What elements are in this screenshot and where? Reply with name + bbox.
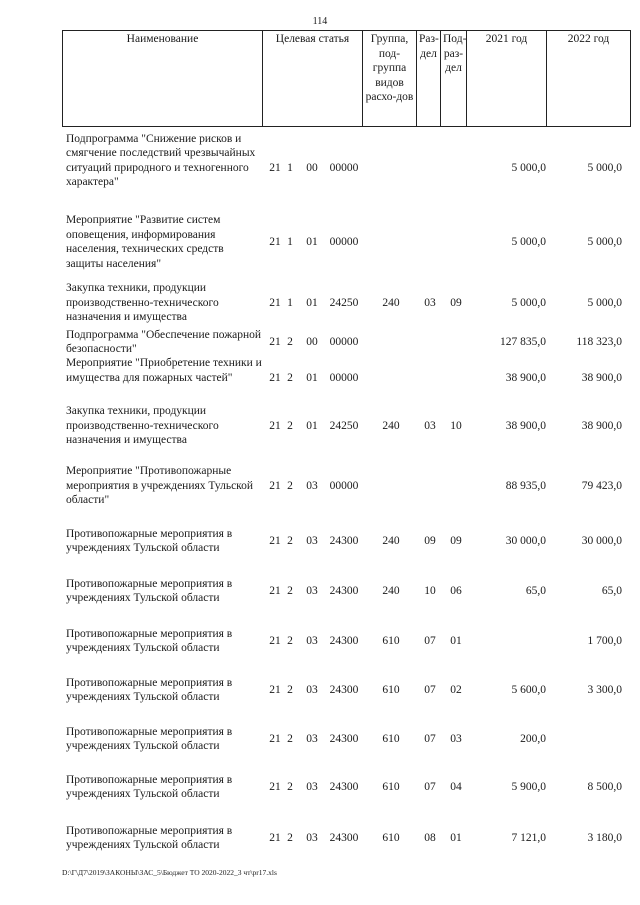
cell-grp (368, 356, 414, 400)
cell-y2022: 8 500,0 (587, 780, 622, 793)
cell-b: 2 (287, 634, 293, 647)
cell-podr: 09 (450, 534, 462, 547)
cell-a: 21 (269, 296, 281, 309)
cell-c: 01 (306, 371, 318, 384)
cell-b: 2 (287, 479, 293, 492)
cell-y2021: 38 900,0 (505, 419, 546, 432)
cell-y2022: 30 000,0 (581, 534, 622, 547)
header-2021: 2021 год (467, 31, 547, 127)
cell-c: 03 (306, 479, 318, 492)
cell-y2021: 200,0 (520, 732, 546, 745)
cell-y2021: 7 121,0 (511, 831, 546, 844)
cell-b: 2 (287, 732, 293, 745)
table-row (0, 356, 640, 400)
cell-d: 24250 (329, 296, 359, 309)
cell-razd: 07 (424, 683, 436, 696)
cell-name: Подпрограмма "Снижение рисков и смягчение последствий чрезвычайных ситуаций природного и техногенного характера" (66, 132, 256, 189)
cell-razd: 03 (424, 419, 436, 432)
cell-name: Подпрограмма "Обеспечение пожарной безопасности" (66, 328, 262, 355)
cell-b: 2 (287, 831, 293, 844)
cell-b: 2 (287, 371, 293, 384)
header-target: Целевая статья (263, 31, 363, 127)
cell-podr (444, 328, 468, 356)
cell-y2021: 88 935,0 (505, 479, 546, 492)
cell-a: 21 (269, 584, 281, 597)
cell-razd (418, 356, 442, 400)
cell-name: Мероприятие "Противопожарные мероприятия в учреждениях Тульской области" (66, 465, 254, 507)
cell-d: 24300 (329, 584, 359, 597)
cell-a: 21 (269, 479, 281, 492)
cell-d: 00000 (329, 371, 359, 384)
table-row (0, 130, 640, 206)
cell-name: Противопожарные мероприятия в учреждениях Тульской области (66, 527, 233, 554)
cell-y2022: 118 323,0 (576, 335, 622, 348)
cell-podr: 02 (450, 683, 462, 696)
cell-name: Противопожарные мероприятия в учреждениях Тульской области (66, 725, 233, 752)
cell-grp: 610 (382, 780, 400, 793)
cell-grp (368, 211, 414, 273)
cell-y2022: 5 000,0 (587, 296, 622, 309)
cell-grp: 240 (382, 296, 400, 309)
file-path-footer: D:\Г\Д7\2019\ЗАКОНЫ\ЗАС_5\Бюджет ТО 2020-2022_3 чт\pr17.xls (62, 868, 277, 877)
cell-b: 1 (287, 296, 293, 309)
cell-a: 21 (269, 419, 281, 432)
cell-y2022: 3 180,0 (587, 831, 622, 844)
cell-podr: 04 (450, 780, 462, 793)
cell-razd: 09 (424, 534, 436, 547)
cell-d: 00000 (329, 161, 359, 174)
cell-b: 2 (287, 335, 293, 348)
cell-podr: 09 (450, 296, 462, 309)
cell-name: Противопожарные мероприятия в учреждениях Тульской области (66, 773, 233, 800)
cell-a: 21 (269, 831, 281, 844)
table-row (0, 623, 640, 659)
header-subsection: Под-раз-дел (441, 31, 467, 127)
cell-a: 21 (269, 780, 281, 793)
cell-podr: 03 (450, 732, 462, 745)
cell-c: 03 (306, 780, 318, 793)
cell-a: 21 (269, 335, 281, 348)
cell-c: 01 (306, 419, 318, 432)
cell-podr: 01 (450, 831, 462, 844)
cell-b: 2 (287, 419, 293, 432)
cell-d: 00000 (329, 479, 359, 492)
cell-grp (368, 130, 414, 206)
cell-y2022: 38 900,0 (581, 419, 622, 432)
cell-c: 01 (306, 235, 318, 248)
cell-a: 21 (269, 161, 281, 174)
cell-y2021: 5 600,0 (511, 683, 546, 696)
cell-y2022 (550, 721, 622, 757)
table-header (62, 30, 631, 127)
cell-b: 1 (287, 161, 293, 174)
cell-grp: 610 (382, 732, 400, 745)
cell-name: Мероприятие "Приобретение техники и имущества для пожарных частей" (66, 357, 262, 384)
cell-a: 21 (269, 534, 281, 547)
cell-d: 24300 (329, 534, 359, 547)
cell-b: 2 (287, 683, 293, 696)
table-row (0, 211, 640, 273)
cell-a: 21 (269, 235, 281, 248)
cell-b: 2 (287, 584, 293, 597)
cell-c: 03 (306, 584, 318, 597)
cell-c: 03 (306, 683, 318, 696)
cell-c: 03 (306, 732, 318, 745)
table-row (0, 404, 640, 448)
cell-a: 21 (269, 683, 281, 696)
cell-d: 24250 (329, 419, 359, 432)
header-name: Наименование (63, 31, 263, 127)
table-row (0, 573, 640, 609)
cell-c: 00 (306, 161, 318, 174)
cell-y2022: 79 423,0 (581, 479, 622, 492)
table-row (0, 461, 640, 511)
cell-grp: 610 (382, 683, 400, 696)
table-row (0, 523, 640, 559)
cell-d: 24300 (329, 831, 359, 844)
table-row (0, 721, 640, 757)
cell-razd: 07 (424, 634, 436, 647)
cell-razd: 07 (424, 732, 436, 745)
cell-y2021: 5 000,0 (511, 296, 546, 309)
cell-y2021: 127 835,0 (500, 335, 546, 348)
cell-d: 00000 (329, 335, 359, 348)
table-row (0, 769, 640, 805)
cell-a: 21 (269, 371, 281, 384)
table-row (0, 820, 640, 856)
cell-d: 00000 (329, 235, 359, 248)
cell-y2022: 5 000,0 (587, 161, 622, 174)
cell-grp (368, 461, 414, 511)
cell-c: 03 (306, 831, 318, 844)
cell-name: Противопожарные мероприятия в учреждениях Тульской области (66, 577, 233, 604)
cell-y2022: 1 700,0 (587, 634, 622, 647)
header-2022: 2022 год (547, 31, 631, 127)
cell-name: Противопожарные мероприятия в учреждениях Тульской области (66, 824, 233, 851)
cell-y2022: 65,0 (601, 584, 622, 597)
cell-y2021: 30 000,0 (505, 534, 546, 547)
cell-d: 24300 (329, 732, 359, 745)
cell-razd: 10 (424, 584, 436, 597)
cell-c: 03 (306, 634, 318, 647)
cell-b: 2 (287, 780, 293, 793)
cell-grp (368, 328, 414, 356)
cell-y2021: 38 900,0 (505, 371, 546, 384)
page-number: 114 (312, 16, 328, 27)
cell-razd (418, 328, 442, 356)
cell-name: Мероприятие "Развитие систем оповещения, информирования населения, технических средств защиты населения" (66, 214, 224, 270)
cell-razd (418, 461, 442, 511)
cell-name: Противопожарные мероприятия в учреждениях Тульской области (66, 627, 233, 654)
cell-podr (444, 356, 468, 400)
cell-podr (444, 461, 468, 511)
cell-y2021: 5 000,0 (511, 235, 546, 248)
cell-a: 21 (269, 732, 281, 745)
table-row (0, 281, 640, 325)
cell-b: 2 (287, 534, 293, 547)
cell-d: 24300 (329, 780, 359, 793)
cell-podr: 10 (450, 419, 462, 432)
cell-y2022: 38 900,0 (581, 371, 622, 384)
cell-podr: 06 (450, 584, 462, 597)
cell-grp: 610 (382, 831, 400, 844)
cell-razd (418, 211, 442, 273)
header-section: Раз-дел (417, 31, 441, 127)
cell-grp: 240 (382, 534, 400, 547)
cell-y2022: 3 300,0 (587, 683, 622, 696)
cell-name: Закупка техники, продукции производственно-технического назначения и имущества (66, 405, 219, 447)
cell-grp: 240 (382, 419, 400, 432)
cell-razd: 08 (424, 831, 436, 844)
cell-y2021: 65,0 (525, 584, 546, 597)
cell-grp: 610 (382, 634, 400, 647)
cell-d: 24300 (329, 683, 359, 696)
header-group: Группа, под-группа видов расхо-дов (363, 31, 417, 127)
cell-y2021: 5 000,0 (511, 161, 546, 174)
cell-grp: 240 (382, 584, 400, 597)
cell-name: Закупка техники, продукции производственно-технического назначения и имущества (66, 282, 219, 324)
cell-c: 01 (306, 296, 318, 309)
cell-c: 00 (306, 335, 318, 348)
cell-name: Противопожарные мероприятия в учреждениях Тульской области (66, 676, 233, 703)
cell-d: 24300 (329, 634, 359, 647)
cell-podr (444, 130, 468, 206)
cell-a: 21 (269, 634, 281, 647)
table-row (0, 672, 640, 708)
cell-razd: 07 (424, 780, 436, 793)
cell-razd (418, 130, 442, 206)
cell-podr (444, 211, 468, 273)
cell-c: 03 (306, 534, 318, 547)
cell-y2021 (470, 623, 546, 659)
table-row (0, 328, 640, 356)
cell-y2022: 5 000,0 (587, 235, 622, 248)
cell-podr: 01 (450, 634, 462, 647)
cell-b: 1 (287, 235, 293, 248)
cell-razd: 03 (424, 296, 436, 309)
cell-y2021: 5 900,0 (511, 780, 546, 793)
